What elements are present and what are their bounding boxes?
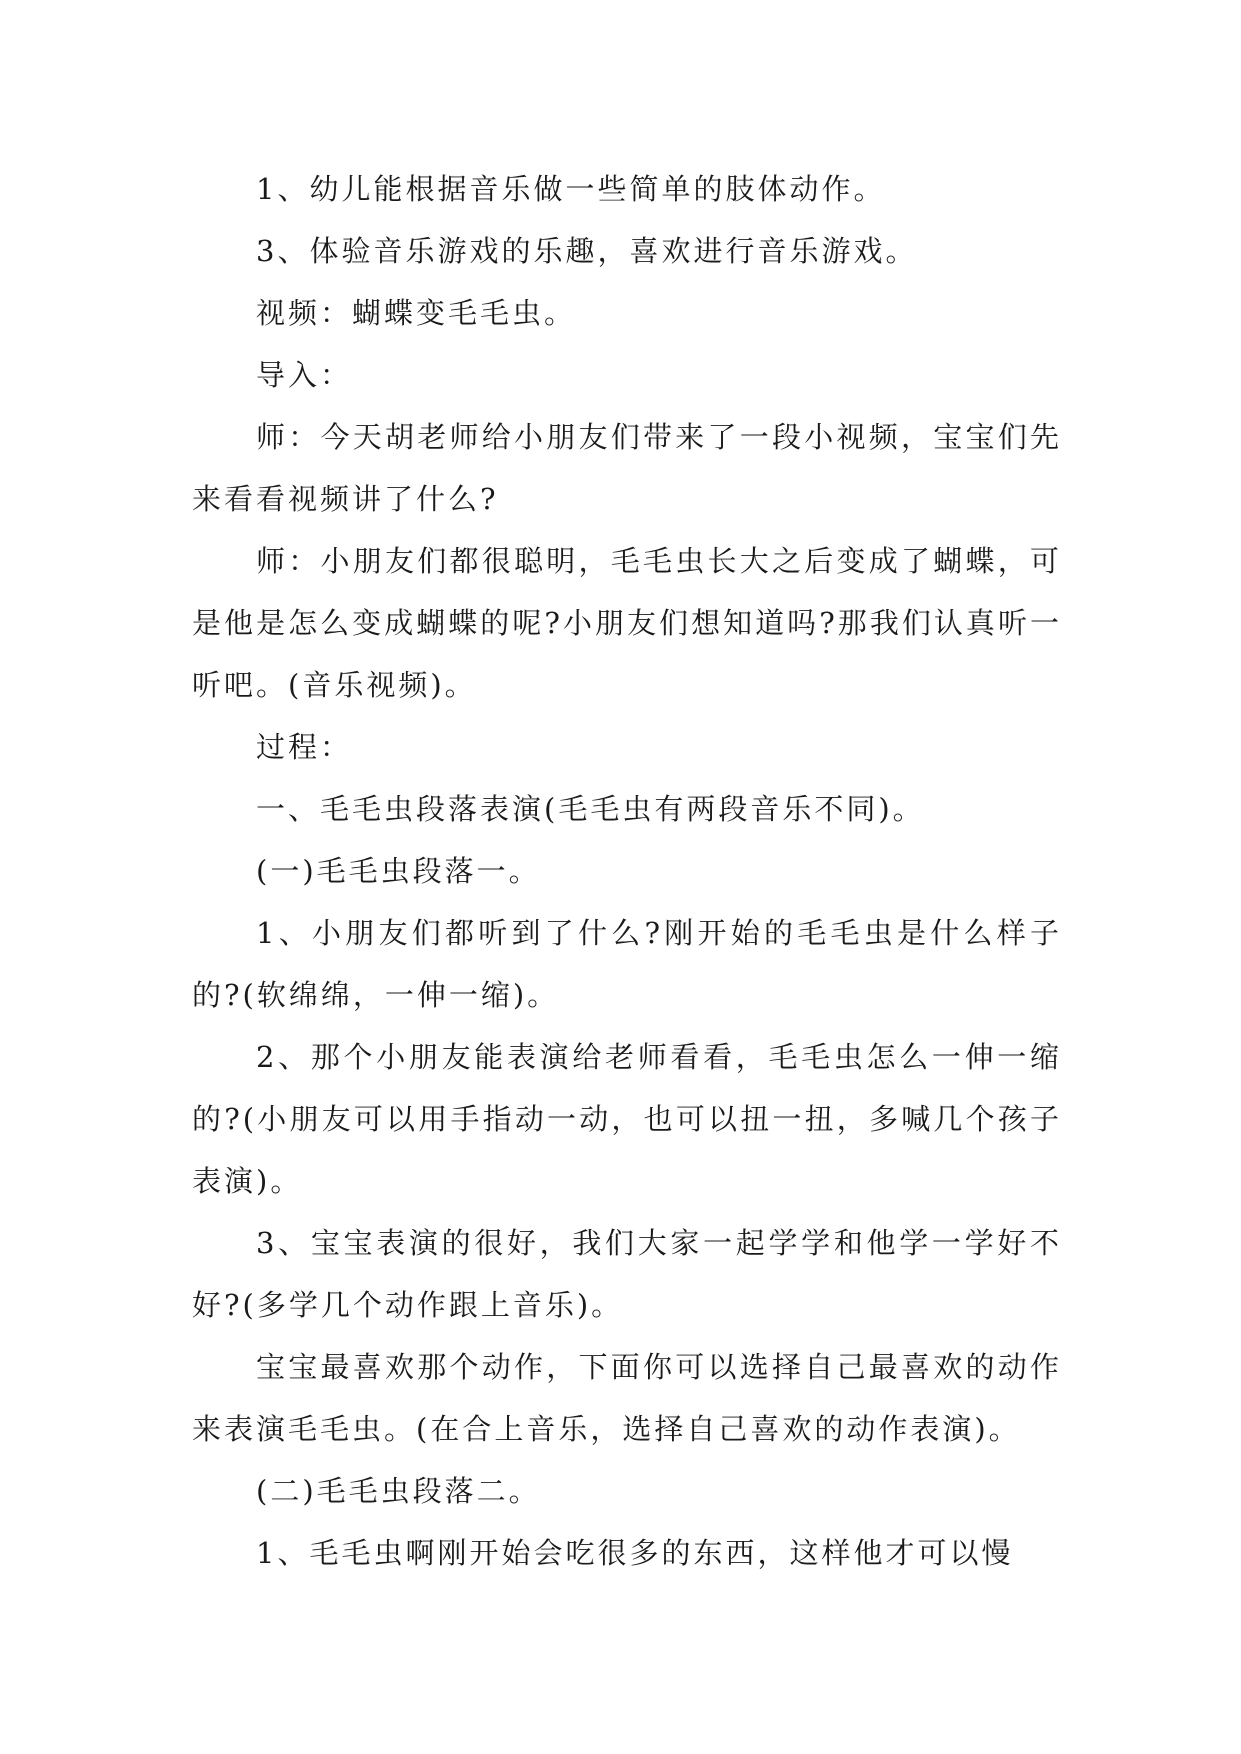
- paragraph-subsection-1: (一)毛毛虫段落一。: [256, 854, 541, 888]
- paragraph-step-4: 1、毛毛虫啊刚开始会吃很多的东西，这样他才可以慢: [256, 1536, 1014, 1570]
- paragraph-intro-heading: 导入：: [256, 358, 353, 392]
- paragraph-step-2: 2、那个小朋友能表演给老师看看，毛毛虫怎么一伸一缩的?(小朋友可以用手指动一动，也可以扭一扭，多喊几个孩子表演)。: [192, 1040, 1062, 1198]
- paragraph-subsection-2: (二)毛毛虫段落二。: [256, 1474, 541, 1508]
- paragraph-goal-1: 1、幼儿能根据音乐做一些简单的肢体动作。: [256, 172, 886, 206]
- paragraph-section-1: 一、毛毛虫段落表演(毛毛虫有两段音乐不同)。: [256, 792, 925, 826]
- paragraph-intro-1: 师：今天胡老师给小朋友们带来了一段小视频，宝宝们先来看看视频讲了什么?: [192, 420, 1062, 516]
- paragraph-materials: 视频：蝴蝶变毛毛虫。: [256, 296, 577, 330]
- paragraph-goal-3: 3、体验音乐游戏的乐趣，喜欢进行音乐游戏。: [256, 234, 918, 268]
- paragraph-intro-2: 师：小朋友们都很聪明，毛毛虫长大之后变成了蝴蝶，可是他是怎么变成蝴蝶的呢?小朋友们想知道吗?那我们认真听一听吧。(音乐视频)。: [192, 544, 1062, 702]
- paragraph-step-3: 3、宝宝表演的很好，我们大家一起学学和他学一学好不好?(多学几个动作跟上音乐)。: [192, 1226, 1062, 1322]
- paragraph-step-1: 1、小朋友们都听到了什么?刚开始的毛毛虫是什么样子的?(软绵绵，一伸一缩)。: [192, 916, 1062, 1012]
- document-body: [192, 158, 1062, 1584]
- paragraph-favorite-action: 宝宝最喜欢那个动作，下面你可以选择自己最喜欢的动作来表演毛毛虫。(在合上音乐，选择自己喜欢的动作表演)。: [192, 1350, 1062, 1446]
- paragraph-process-heading: 过程：: [256, 730, 353, 764]
